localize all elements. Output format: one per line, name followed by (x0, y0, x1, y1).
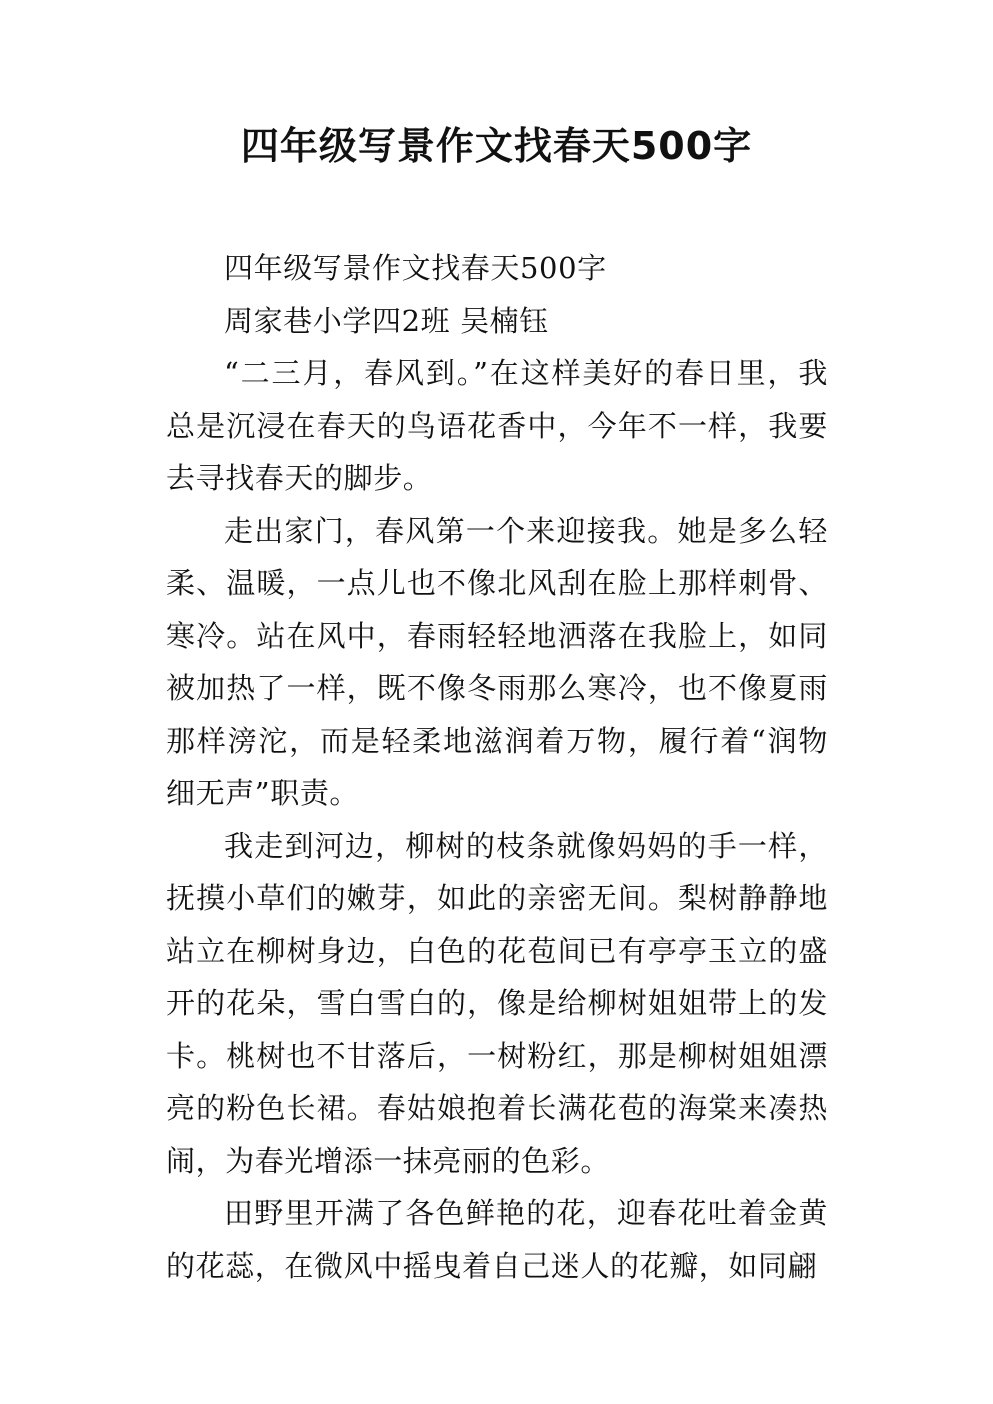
author-line: 周家巷小学四2班 吴楠钰 (224, 303, 549, 338)
paragraph: 走出家门，春风第一个来迎接我。她是多么轻柔、温暖，一点儿也不像北风刮在脸上那样刺骨、寒冷。站在风中，春雨轻轻地洒落在我脸上，如同被加热了一样，既不像冬雨那么寒冷，也不像夏雨那样滂沱，而是轻柔地滋润着万物，履行着“润物细无声”职责。 (166, 513, 828, 810)
paragraph: “二三月，春风到。”在这样美好的春日里，我总是沉浸在春天的鸟语花香中，今年不一样，我要去寻找春天的脚步。 (166, 356, 828, 495)
heading-line: 四年级写景作文找春天500字 (224, 251, 607, 285)
paragraph: 田野里开满了各色鲜艳的花，迎春花吐着金黄的花蕊，在微风中摇曳着自己迷人的花瓣，如同翩 (166, 1196, 828, 1283)
paragraph: 我走到河边，柳树的枝条就像妈妈的手一样，抚摸小草们的嫩芽，如此的亲密无间。梨树静静地站立在柳树身边，白色的花苞间已有亭亭玉立的盛开的花朵，雪白雪白的，像是给柳树姐姐带上的发卡。桃树也不甘落后，一树粉红，那是柳树姐姐漂亮的粉色长裙。春姑娘抱着长满花苞的海棠来凑热闹，为春光增添一抹亮丽的色彩。 (166, 828, 828, 1178)
document-title: 四年级写景作文找春天500字 (240, 124, 753, 168)
document-body (166, 242, 828, 1292)
